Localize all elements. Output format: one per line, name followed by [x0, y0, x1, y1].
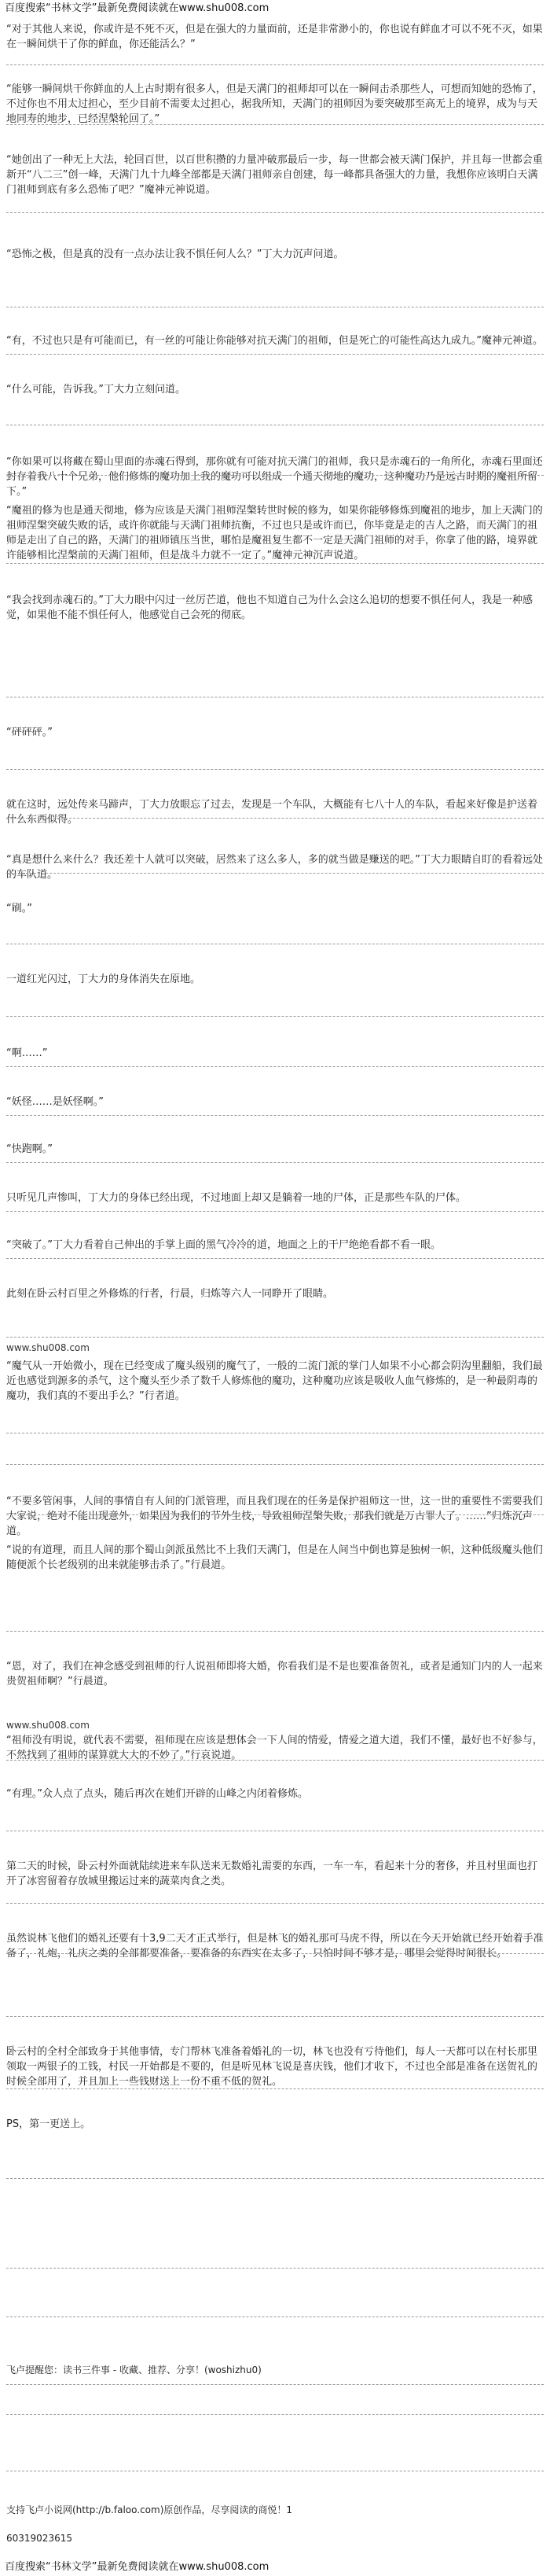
- divider: [6, 1464, 544, 1465]
- paragraph: “祖师没有明说，就代表不需要，祖师现在应该是想体会一下人间的情爱，情爱之道大道，我们不懂，最好也不好参与，不然找到了祖师的谋算就大大的不妙了。”行哀说道。: [6, 1735, 543, 1761]
- divider: [6, 1016, 544, 1017]
- paragraph: 卧云村的全村全部致身于其他事情，专门帮林飞准备着婚礼的一切，林飞也没有亏待他们，每人一天都可以在村长那里领取一两银子的工钱，村民一开始都是不要的，但是听见林飞说是喜庆钱，他们才收下，不过也全部是准备在送贺礼的时候全部用了，并且加上一些钱财送上一份不重不低的贺礼。: [6, 2046, 538, 2088]
- paragraph: “有理。”众人点了点头，随后再次在她们开辟的山峰之内闭着修炼。: [6, 1788, 308, 1800]
- divider: [6, 1953, 544, 1954]
- divider: [6, 769, 544, 770]
- paragraph: “恩，对了，我们在神念感受到祖师的行人说祖师即将大婚，你看我们是不是也要准备贺礼，或者是通知门内的人一起来贵贺祖师啊？”行晨道。: [6, 1661, 543, 1687]
- site-url: www.shu008.com: [6, 1720, 90, 1731]
- paragraph: “真是想什么来什么？我还差十人就可以突破，居然来了这么多人，多的就当做是赚送的吧。”丁大力眼睛自盯的看着远处的车队道。: [6, 854, 543, 881]
- paragraph: “她创出了一种无上大法，轮回百世，以百世积攒的力量冲破那最后一步，每一世都会被天满门保护，并且每一世都会重新开“八二三”创一峰，天满门九十九峰全部都是天满门祖师亲自创建，每一峰都具备强大的力量，我想你应该明白天满门祖师到底有多么恐怖了吧？”魔神元神说道。: [6, 154, 543, 196]
- divider: [6, 1903, 544, 1904]
- paragraph: 就在这时，远处传来马蹄声，丁大力放眼忘了过去，发现是一个车队，大概能有七八十人的车队，看起来好像是护送着什么东西似得。: [6, 799, 538, 826]
- paragraph: “刷。”: [6, 903, 32, 914]
- paragraph: 一道红光闪过，丁大力的身体消失在原地。: [6, 973, 201, 985]
- divider: [6, 475, 544, 476]
- divider: [6, 1631, 544, 1632]
- divider: [6, 1162, 544, 1163]
- divider: [6, 1337, 544, 1338]
- code-line: 60319023615: [6, 2533, 72, 2544]
- divider: [6, 1115, 544, 1116]
- divider: [6, 354, 544, 355]
- paragraph: “说的有道理，而且人间的那个蜀山剑派虽然比不上我们天满门，但是在人间当中倒也算是独树一帜，这种低级魔头他们随便派个长老级别的出来就能够击杀了。”行晨道。: [6, 1544, 543, 1571]
- divider: [6, 2414, 544, 2415]
- header-banner: 百度搜索“书林文学”最新免费阅读就在www.shu008.com: [5, 2, 270, 14]
- promo-line: 飞卢提醒您：读书三件事 - 收藏、推荐、分享！(woshizhu0): [6, 2364, 262, 2375]
- divider: [6, 2268, 544, 2269]
- paragraph: “你如果可以将藏在蜀山里面的赤魂石得到，那你就有可能对抗天满门的祖师，我只是赤魂石的一角所化，赤魂石里面还封存着我八十个兄弟，他们修炼的魔功加上我的魔功可以组成一个通天彻地的魔功，这种魔功乃是远古时期的魔祖所留下。”: [6, 456, 543, 498]
- divider: [6, 2088, 544, 2089]
- paragraph: “啊……”: [6, 1047, 48, 1059]
- divider: [6, 563, 544, 564]
- support-line: 支持飞卢小说网(http://b.faloo.com)原创作品，尽享阅读的商悦！1: [6, 2504, 293, 2515]
- paragraph: “有，不过也只是有可能而已，有一丝的可能让你能够对抗天满门的祖师，但是死亡的可能性高达九成九。”魔神元神道。: [6, 335, 543, 347]
- paragraph: “恐怖之极，但是真的没有一点办法让我不惧任何人么？”丁大力沉声问道。: [6, 248, 344, 260]
- paragraph: PS，第一更送上。: [6, 2118, 91, 2130]
- divider: [6, 1211, 544, 1212]
- paragraph: “魔祖的修为也是通天彻地，修为应该是天满门祖师涅槃转世时候的修为，如果你能够修炼到魔祖的地步，加上天满门的祖师涅槃突破失败的话，或许你就能与天满门祖师抗衡，不过也只是或许而已，你毕竟是走的吉人之路，而天满门的祖师是走出了自己的路，天满门的祖师镇压当世，哪怕是魔祖复生都不一定是天满门祖师的对手，你拿了他的路，境界就许能够相比涅槃前的天满门祖师，但是战斗力就不一定了。”魔神元神沉声说道。: [6, 505, 543, 561]
- divider: [6, 2384, 544, 2385]
- divider: [6, 2016, 544, 2017]
- paragraph: “我会找到赤魂石的。”丁大力眼中闪过一丝厉芒道，他也不知道自己为什么会这么追切的想要不惧任何人，我是一种感觉，如果他不能不惧任何人，他感觉自己会死的彻底。: [6, 594, 533, 621]
- divider: [6, 1514, 544, 1515]
- paragraph: “能够一瞬间烘干你鲜血的人上古时期有很多人，但是天满门的祖师却可以在一瞬间击杀那些人，可想而知她的恐怖了，不过你也不用太过担心，至少目前不需要太过担心，据我所知，天满门的祖师因为要突破那至高无上的境界，成为与天地同寿的地步，已经涅槃轮回了。”: [6, 83, 543, 125]
- footer-banner: 百度搜索“书林文学”最新免费阅读就在www.shu008.com: [5, 2561, 270, 2573]
- site-url: www.shu008.com: [6, 1342, 90, 1353]
- paragraph: “不要多管闲事，人间的事情自有人间的门派管理，而且我们现在的任务是保护祖师这一世，这一世的重要性不需要我们大家说，绝对不能出现意外，如果因为我们的节外生枝，导致祖师涅槃失败，那我们就是万古罪人了。……”归炼沉声道。: [6, 1496, 543, 1537]
- paragraph: 虽然说林飞他们的婚礼还要有十3,9二天才正式举行，但是林飞的婚礼那可马虎不得，所以在今天开始就已经开始着手准备了，礼炮，礼庆之类的全部都要准备，要准备的东西实在太多了，只怕时间不够才是，哪里会觉得时间很长。: [6, 1933, 544, 1960]
- paragraph: “突破了。”丁大力看着自己伸出的手掌上面的黑气冷冷的道，地面之上的干尸绝绝看都不看一眼。: [6, 1239, 441, 1251]
- divider: [6, 1760, 544, 1761]
- paragraph: “魔气从一开始微小，现在已经变成了魔头级别的魔气了，一般的二流门派的掌门人如果不小心都会阴沟里翻船，我们最近也感觉到源多的杀气，这个魔头至少杀了数千人修炼他的魔功，这种魔功应该是吸收人血气修炼的，是一种最阴毒的魔功，我们真的不要出手么？”行者道。: [6, 1360, 543, 1402]
- divider: [6, 873, 544, 874]
- divider: [6, 212, 544, 213]
- paragraph: 此刻在卧云村百里之外修炼的行者，行晨，归炼等六人一同睁开了眼睛。: [6, 1288, 334, 1300]
- paragraph: 第二天的时候，卧云村外面就陆续进来车队送来无数婚礼需要的东西，一车一车，看起来十分的奢侈，并且村里面也打开了冰窖留着存放城里搬运过来的蔬菜肉食之类。: [6, 1860, 538, 1887]
- divider: [6, 2178, 544, 2179]
- divider: [6, 64, 544, 65]
- paragraph: “砰砰砰。”: [6, 727, 53, 738]
- divider: [6, 1258, 544, 1259]
- paragraph: “妖怪……是妖怪啊。”: [6, 1096, 104, 1108]
- divider: [6, 1066, 544, 1067]
- paragraph: “快跑啊。”: [6, 1143, 53, 1155]
- divider: [6, 818, 544, 819]
- paragraph: “什么可能，告诉我。”丁大力立刻问道。: [6, 384, 185, 396]
- paragraph: “对于其他人来说，你或许是不死不灭，但是在强大的力量面前，还是非常渺小的，你也说有鲜血才可以不死不灭，如果在一瞬间烘干了你的鲜血，你还能活么？”: [6, 24, 543, 50]
- paragraph: 只听见几声惨叫，丁大力的身体已经出现，不过地面上却又是躺着一地的尸体，正是那些车队的尸体。: [6, 1192, 467, 1204]
- divider: [6, 124, 544, 125]
